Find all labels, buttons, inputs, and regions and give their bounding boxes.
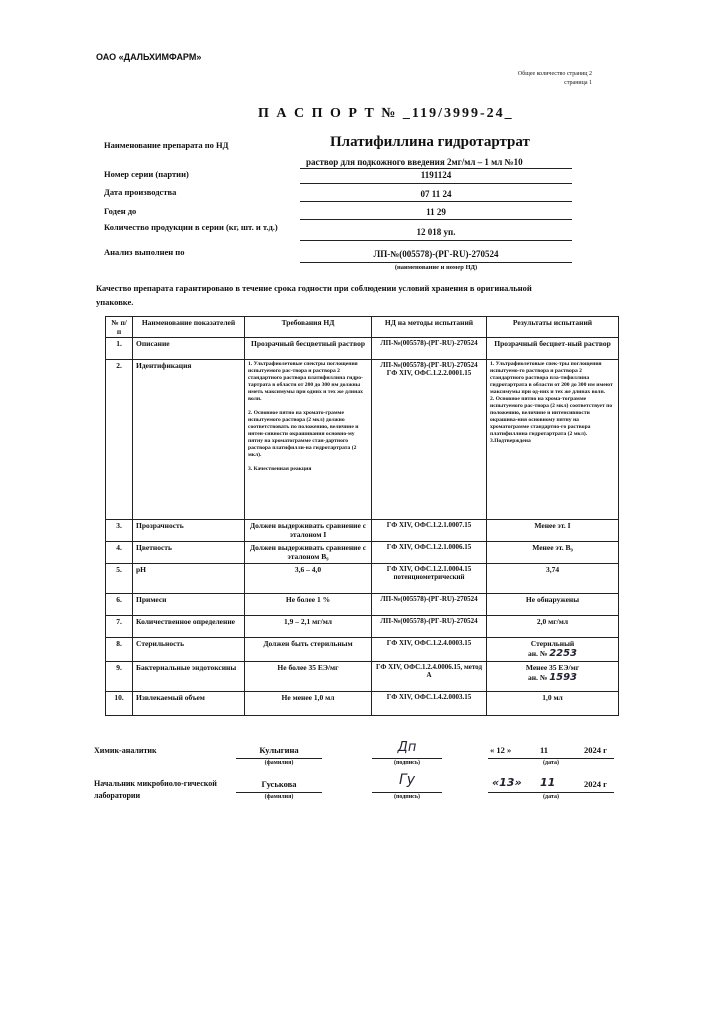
table-row bbox=[106, 638, 619, 662]
table-row bbox=[106, 360, 619, 520]
analysis-number bbox=[490, 672, 615, 683]
row-req: 1. Ультрафиолетовые спектры поглощения испытуемого рас-твора и раствора 2 стандартного раствора платифиллина гидро-тартрата в области от 200 до 300 нм должны иметь максимумы при одних и тех же длинах волн. 2. Основное пятно на хромато-грамме испытуемого раствора (2 мкл) должно соответствовать по положению, величине и интен-сивности окрашивания основно-му пятну на хроматограмме стан-дартного раствора платифилли-на гидротартрата (2 мкл). 3. Качественная реакция bbox=[245, 360, 372, 520]
row-num: 6. bbox=[106, 594, 133, 616]
col-num: № п/п bbox=[106, 317, 133, 338]
head-date-day: «13» bbox=[492, 776, 522, 789]
row-method: ЛП-№(005578)-(РГ-RU)-270524 bbox=[372, 338, 487, 360]
table-header-row bbox=[106, 317, 619, 338]
chemist-date-year: 2024 г bbox=[584, 745, 607, 755]
row-req: Не менее 1,0 мл bbox=[245, 692, 372, 716]
col-result: Результаты испытаний bbox=[487, 317, 619, 338]
table-row bbox=[106, 542, 619, 564]
row-name: pH bbox=[133, 564, 245, 594]
table-row bbox=[106, 662, 619, 692]
produced-label: Дата производства bbox=[104, 187, 177, 197]
row-result: Менее эт. B₉ bbox=[487, 542, 619, 564]
table-row bbox=[106, 594, 619, 616]
col-method: НД на методы испытаний bbox=[372, 317, 487, 338]
row-req: Прозрачный бесцветный раствор bbox=[245, 338, 372, 360]
chemist-sign-caption: (подпись) bbox=[393, 760, 421, 766]
row-name: Прозрачность bbox=[133, 520, 245, 542]
row-result: 3,74 bbox=[487, 564, 619, 594]
passport-title: П А С П О Р Т № _119/3999-24_ bbox=[258, 106, 514, 121]
row-result: Не обнаружены bbox=[487, 594, 619, 616]
page-count bbox=[518, 70, 592, 88]
table-row bbox=[106, 564, 619, 594]
row-result: 1. Ультрафиолетовые спек-тры поглощения испытуемо-го раствора и раствора 2 стандартного раствора пла-тифиллина гидротартрата в области от 200 до 300 нм имеют максимумы при од-них и тех же длинах волн. 2. Основное пятно на хрома-тограмме испытуемого рас-твора (2 мкл) соответствует по положению, величине и интенсивности окрашива-ния основному пятну на хроматограмме стандартно-го раствора платифиллина гидротартрата (2 мкл). 3.Подтверждена bbox=[487, 360, 619, 520]
row-name: Идентификация bbox=[133, 360, 245, 520]
row-num: 4. bbox=[106, 542, 133, 564]
analysis-number-label: ан. № bbox=[527, 673, 548, 682]
row-name: Бактериальные эндотоксины bbox=[133, 662, 245, 692]
row-req: Не более 35 ЕЭ/мг bbox=[245, 662, 372, 692]
row-req: 1,9 – 2,1 мг/мл bbox=[245, 616, 372, 638]
row-method: ЛП-№(005578)-(РГ-RU)-270524 bbox=[372, 616, 487, 638]
row-name: Стерильность bbox=[133, 638, 245, 662]
head-date-year: 2024 г bbox=[584, 779, 607, 789]
handwritten-number: 1593 bbox=[549, 672, 578, 683]
chemist-signature: Дп bbox=[397, 740, 417, 755]
analysis-number-label: ан. № bbox=[527, 649, 548, 658]
analysis-number bbox=[490, 648, 615, 659]
row-result: 1,0 мл bbox=[487, 692, 619, 716]
row-method: ГФ XIV, ОФС.1.2.1.0004.15 потенциометрический bbox=[372, 564, 487, 594]
warranty-text: Качество препарата гарантировано в течение срока годности при соблюдении условий хранения в оригинальной упаковке. bbox=[96, 283, 532, 307]
col-name: Наименование показателей bbox=[133, 317, 245, 338]
row-num: 10. bbox=[106, 692, 133, 716]
head-date-caption: (дата) bbox=[543, 794, 559, 800]
row-method: ЛП-№(005578)-(РГ-RU)-270524 bbox=[372, 594, 487, 616]
row-num: 3. bbox=[106, 520, 133, 542]
row-name: Цветность bbox=[133, 542, 245, 564]
drug-name: Платифиллина гидротартрат bbox=[330, 134, 530, 150]
analysis-label: Анализ выполнен по bbox=[104, 247, 185, 257]
row-method: ГФ XIV, ОФС.1.4.2.0003.15 bbox=[372, 692, 487, 716]
table-row bbox=[106, 692, 619, 716]
chemist-label: Химик-аналитик bbox=[94, 746, 157, 755]
chemist-name-caption: (фамилия) bbox=[264, 760, 294, 766]
analysis-value: ЛП-№(005578)-(РГ-RU)-270524 bbox=[373, 249, 499, 259]
row-name: Примеси bbox=[133, 594, 245, 616]
row-result: 2,0 мг/мл bbox=[487, 616, 619, 638]
chemist-date-day: « 12 » bbox=[490, 745, 512, 755]
row-method: ГФ XIV, ОФС.1.2.1.0007.15 bbox=[372, 520, 487, 542]
quantity-label: Количество продукции в серии (кг, шт. и т.д.) bbox=[104, 222, 278, 232]
row-num: 5. bbox=[106, 564, 133, 594]
quantity-value: 12 018 уп. bbox=[416, 227, 456, 237]
row-method: ГФ XIV, ОФС.1.2.4.0006.15, метод А bbox=[372, 662, 487, 692]
row-result: Менее эт. I bbox=[487, 520, 619, 542]
result-text: Стерильный bbox=[530, 639, 575, 648]
row-req: Должен выдерживать сравнение с эталоном B₉ bbox=[245, 542, 372, 564]
row-num: 9. bbox=[106, 662, 133, 692]
drug-form: раствор для подкожного введения 2мг/мл – 1 мл №10 bbox=[306, 157, 523, 167]
row-name: Количественное определение bbox=[133, 616, 245, 638]
pages-current: страница 1 bbox=[564, 80, 592, 86]
produced-value: 07 11 24 bbox=[420, 189, 452, 199]
chemist-date-month: 11 bbox=[540, 745, 549, 755]
row-req: 3,6 – 4,0 bbox=[245, 564, 372, 594]
series-value: 1191124 bbox=[420, 170, 452, 180]
head-sign-caption: (подпись) bbox=[393, 794, 421, 800]
result-text: Менее 35 ЕЭ/мг bbox=[525, 663, 580, 672]
row-method: ЛП-№(005578)-(РГ-RU)-270524 ГФ XIV, ОФС.1.2.2.0001.15 bbox=[372, 360, 487, 520]
row-num: 8. bbox=[106, 638, 133, 662]
expiry-label: Годен до bbox=[104, 206, 137, 216]
head-signature: Гу bbox=[398, 772, 416, 788]
row-name: Описание bbox=[133, 338, 245, 360]
drug-label: Наименование препарата по НД bbox=[104, 140, 229, 150]
row-req: Должен быть стерильным bbox=[245, 638, 372, 662]
row-req: Должен выдерживать сравнение с эталоном I bbox=[245, 520, 372, 542]
pages-total: Общее количество страниц 2 bbox=[517, 71, 592, 77]
col-req: Требования НД bbox=[245, 317, 372, 338]
expiry-value: 11 29 bbox=[426, 207, 446, 217]
head-name: Гуськова bbox=[261, 779, 297, 789]
table-row bbox=[106, 338, 619, 360]
row-result bbox=[487, 662, 619, 692]
spec-table bbox=[105, 316, 619, 716]
handwritten-number: 2253 bbox=[549, 648, 578, 659]
chemist-name: Кулыгина bbox=[259, 745, 299, 755]
company-name: ОАО «ДАЛЬХИМФАРМ» bbox=[96, 52, 202, 62]
row-num: 1. bbox=[106, 338, 133, 360]
head-name-caption: (фамилия) bbox=[264, 794, 294, 800]
head-date-month: 11 bbox=[540, 776, 556, 789]
chemist-date-caption: (дата) bbox=[543, 760, 559, 766]
row-req: Не более 1 % bbox=[245, 594, 372, 616]
head-label: Начальник микробиоло-гической лаборатории bbox=[94, 779, 217, 800]
row-name: Извлекаемый объем bbox=[133, 692, 245, 716]
analysis-caption: (наименование и номер НД) bbox=[394, 264, 478, 271]
series-label: Номер серии (партии) bbox=[104, 169, 189, 179]
row-method: ГФ XIV, ОФС.1.2.4.0003.15 bbox=[372, 638, 487, 662]
row-method: ГФ XIV, ОФС.1.2.1.0006.15 bbox=[372, 542, 487, 564]
row-num: 7. bbox=[106, 616, 133, 638]
table-row bbox=[106, 616, 619, 638]
row-result bbox=[487, 638, 619, 662]
row-num: 2. bbox=[106, 360, 133, 520]
row-result: Прозрачный бесцвет-ный раствор bbox=[487, 338, 619, 360]
table-row bbox=[106, 520, 619, 542]
